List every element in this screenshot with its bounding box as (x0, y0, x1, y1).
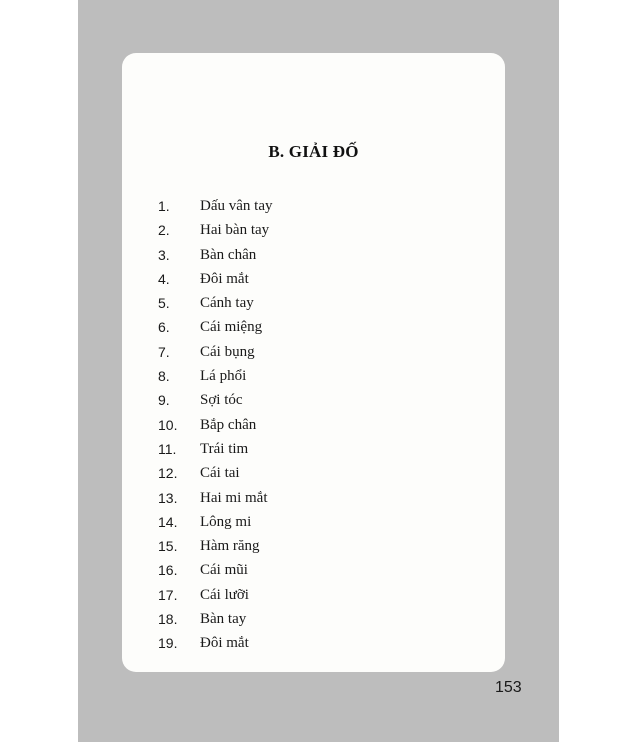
item-number: 12. (158, 465, 178, 482)
item-text: Cái mũi (200, 562, 248, 579)
item-text: Hai bàn tay (200, 222, 270, 239)
list-item (158, 607, 272, 631)
list-item (158, 534, 272, 558)
list-item (158, 364, 272, 388)
list-item (158, 510, 272, 534)
list-item (158, 315, 272, 339)
item-number: 9. (158, 392, 170, 409)
item-text: Cái tai (200, 465, 240, 482)
list-item (158, 340, 272, 364)
list-item (158, 218, 272, 242)
answer-card (122, 53, 505, 672)
item-number: 18. (158, 611, 178, 628)
list-item (158, 437, 272, 461)
item-text: Cái bụng (200, 343, 255, 360)
item-number: 6. (158, 319, 170, 336)
page-number: 153 (495, 679, 522, 696)
item-number: 5. (158, 295, 170, 312)
list-item (158, 194, 272, 218)
item-text: Đôi mắt (200, 635, 249, 652)
item-text: Lông mi (200, 513, 252, 530)
book-page (78, 0, 559, 742)
item-number: 3. (158, 246, 170, 263)
list-item (158, 631, 272, 655)
item-text: Đôi mắt (200, 270, 249, 287)
item-number: 1. (158, 198, 170, 214)
item-text: Bàn chân (200, 246, 257, 263)
item-text: Sợi tóc (200, 392, 243, 409)
item-number: 15. (158, 538, 178, 555)
list-item (158, 461, 272, 485)
item-text: Cái miệng (200, 319, 263, 336)
list-item (158, 243, 272, 267)
item-number: 7. (158, 343, 170, 360)
item-text: Cánh tay (200, 295, 254, 312)
item-number: 2. (158, 222, 170, 239)
list-item (158, 583, 272, 607)
list-item (158, 486, 272, 510)
item-number: 16. (158, 562, 178, 579)
item-number: 19. (158, 635, 178, 652)
item-text: Hàm răng (200, 538, 260, 555)
item-text: Cái lưỡi (200, 586, 249, 603)
answer-list (158, 194, 272, 656)
item-text: Dấu vân tay (200, 198, 273, 214)
item-number: 17. (158, 586, 178, 603)
list-item (158, 291, 272, 315)
item-text: Lá phổi (200, 368, 247, 385)
item-number: 13. (158, 489, 178, 506)
item-number: 4. (158, 270, 170, 287)
item-number: 10. (158, 416, 178, 433)
item-text: Bắp chân (200, 416, 257, 433)
item-text: Bàn tay (200, 611, 247, 628)
item-number: 8. (158, 368, 170, 385)
item-text: Trái tim (200, 440, 249, 457)
list-item (158, 413, 272, 437)
item-number: 11. (158, 440, 177, 457)
item-number: 14. (158, 513, 178, 530)
item-text: Hai mi mắt (200, 489, 268, 506)
section-title: B. GIẢI ĐỐ (268, 142, 359, 161)
list-item (158, 388, 272, 412)
list-item (158, 267, 272, 291)
list-item (158, 558, 272, 582)
